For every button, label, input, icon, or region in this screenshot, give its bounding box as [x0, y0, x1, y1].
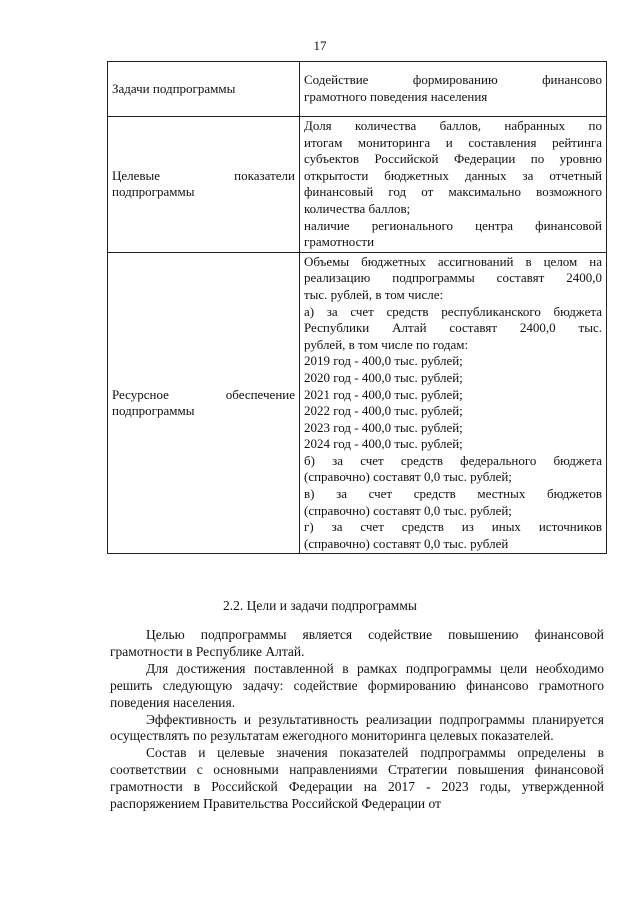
row-label-target-indicators: Целевые показатели подпрограммы — [108, 117, 300, 253]
value-line: Доля количества баллов, набранных по — [304, 118, 602, 133]
value-line: б) за счет средств федерального бюджета — [304, 452, 602, 468]
value-line: реализацию подпрограммы составят 2400,0 — [304, 270, 602, 286]
subprogram-passport-table — [107, 61, 607, 554]
row-label-tasks: Задачи подпрограммы — [108, 62, 300, 117]
value-line: (справочно) составят 0,0 тыс. рублей; — [304, 502, 512, 518]
value-line: наличие регионального центра финансовой — [304, 217, 602, 233]
value-line: Объемы бюджетных ассигнований в целом на — [304, 253, 602, 269]
value-line: 2020 год - 400,0 тыс. рублей; — [304, 369, 463, 385]
row-label-resource-support: Ресурсное обеспечение подпрограммы — [108, 252, 300, 554]
value-line: субъектов Российской Федерации по уровню — [304, 151, 602, 167]
value-line: а) за счет средств республиканского бюджета — [304, 303, 602, 319]
paragraph: Для достижения поставленной в рамках подпрограммы цели необходимо решить следующую задачу: содействие формированию финансово грамотного поведения населения. — [110, 660, 604, 710]
value-line: (справочно) составят 0,0 тыс. рублей — [304, 535, 509, 551]
paragraph: Состав и целевые значения показателей подпрограммы определены в соответствии с основными направлениями Стратегии повышения финансовой грамотности в Российской Федерации на 2017 - 2023 годы, утвержденной распоряжением Правительства Российской Федерации от — [110, 745, 604, 812]
value-line: (справочно) составят 0,0 тыс. рублей; — [304, 469, 512, 485]
value-line: финансовый год от максимально возможного — [304, 184, 602, 200]
value-line: 2019 год - 400,0 тыс. рублей; — [304, 353, 463, 369]
value-line: Республики Алтай составят 2400,0 тыс. — [304, 320, 602, 336]
value-line: 2023 год - 400,0 тыс. рублей; — [304, 419, 463, 435]
value-line: тыс. рублей, в том числе: — [304, 286, 444, 302]
value-line: грамотного поведения населения — [304, 89, 488, 104]
value-line: 2024 год - 400,0 тыс. рублей; — [304, 436, 463, 452]
value-line: рублей, в том числе по годам: — [304, 336, 469, 352]
value-line: грамотности — [304, 234, 375, 250]
value-line: Содействие формированию финансово — [304, 72, 602, 88]
table-row — [108, 62, 607, 117]
page-number: 17 — [313, 38, 327, 53]
section-heading: 2.2. Цели и задачи подпрограммы — [223, 598, 417, 613]
value-line: количества баллов; — [304, 200, 411, 216]
row-value-tasks — [300, 62, 607, 117]
value-line: открытости бюджетных данных за отчетный — [304, 167, 602, 183]
table-row — [108, 117, 607, 253]
body-text — [110, 627, 604, 813]
value-line: 2021 год - 400,0 тыс. рублей; — [304, 386, 463, 402]
row-value-resource-support — [300, 252, 607, 554]
value-line: в) за счет средств местных бюджетов — [304, 486, 602, 502]
value-line: 2022 год - 400,0 тыс. рублей; — [304, 403, 463, 419]
value-line: г) за счет средств из иных источников — [304, 519, 602, 535]
paragraph: Эффективность и результативность реализации подпрограммы планируется осуществлять по результатам ежегодного мониторинга целевых показателей. — [110, 711, 604, 744]
table-row — [108, 252, 607, 554]
paragraph: Целью подпрограммы является содействие повышению финансовой грамотности в Республике Алтай. — [110, 627, 604, 659]
value-line: итогам мониторинга и составления рейтинга — [304, 134, 602, 150]
row-value-target-indicators — [300, 117, 607, 253]
